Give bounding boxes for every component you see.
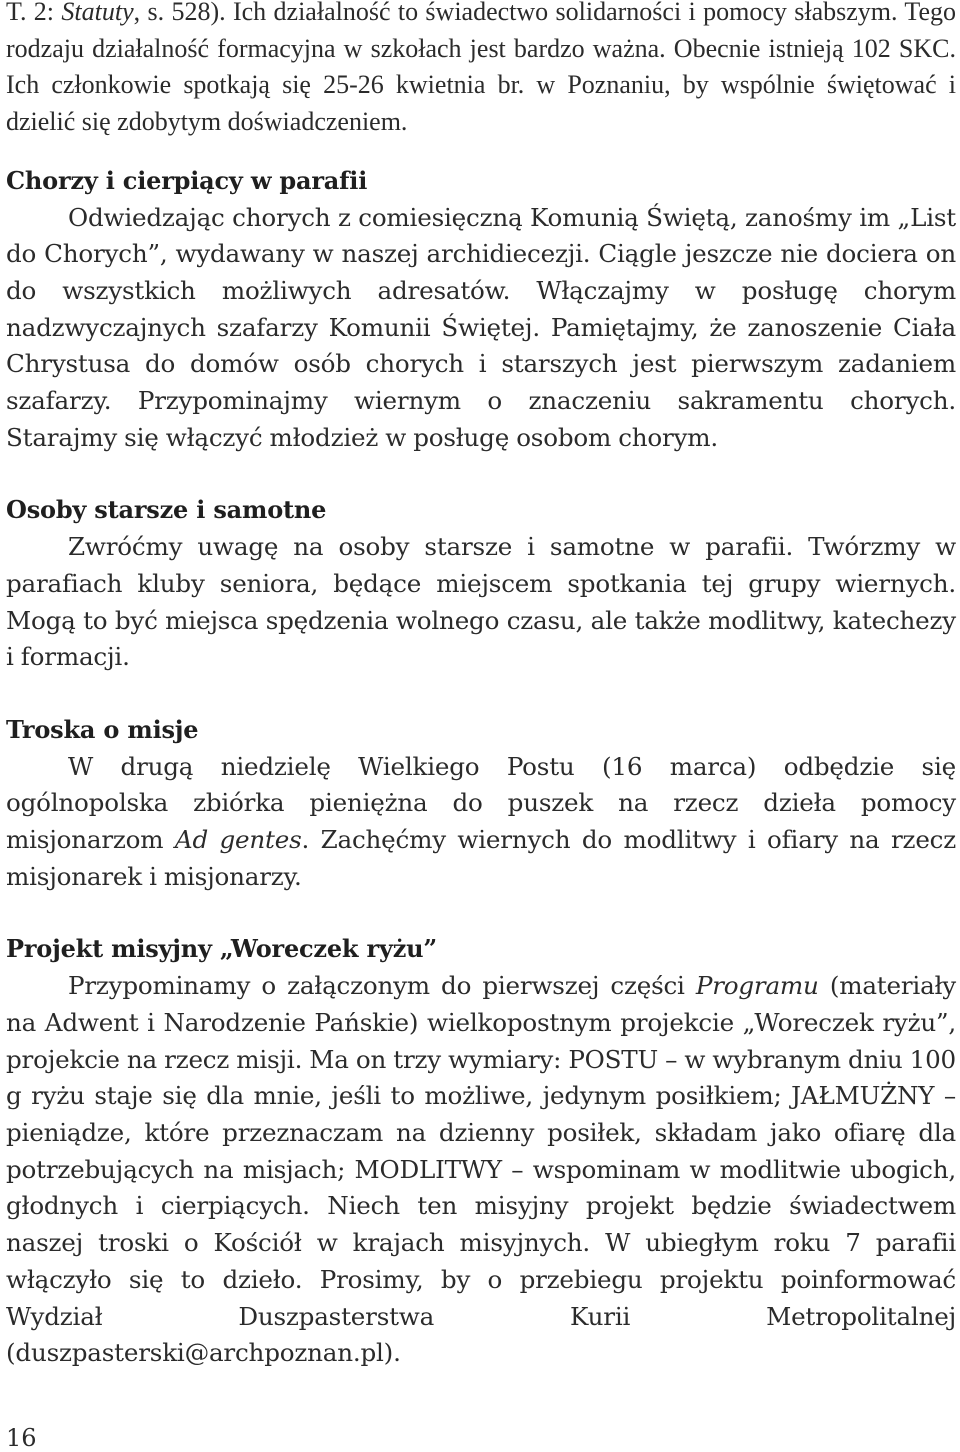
- section-heading-missions: Troska o misje: [6, 714, 199, 744]
- section-body-elderly: [6, 529, 956, 676]
- intro-italic-statuty: Statuty: [61, 0, 134, 26]
- section-text-project-1: Przypominamy o załączonym do pierwszej części: [68, 971, 696, 1001]
- section-text-missions-2: . Zachęćmy wiernych do modlitwy i ofiary na rzecz misjonarek i misjonarzy.: [6, 825, 957, 891]
- section-body-missions: [6, 749, 956, 896]
- section-sick: [6, 163, 956, 457]
- section-project: [6, 931, 956, 1371]
- intro-text-1: T. 2:: [6, 0, 62, 26]
- section-heading-elderly: Osoby starsze i samotne: [6, 495, 327, 525]
- page-number: 16: [6, 1424, 37, 1452]
- section-italic-ad-gentes: Ad gentes: [174, 825, 302, 855]
- section-text-sick: Odwiedzając chorych z comiesięczną Komunią Świętą, zanośmy im „List do Chorych”, wydawany w naszej archidiecezji. Ciągle jeszcze nie dociera on do wszystkich możliwych adresatów. Włączajmy w posługę chorym nadzwyczajnych szafarzy Komunii Świętej. Pamiętajmy, że zanoszenie Ciała Chrystusa do domów osób chorych i starszych jest pierwszym zadaniem szafarzy. Przypominajmy wiernym o znaczeniu sakramentu chorych. Starajmy się włączyć młodzież w posługę osobom chorym.: [6, 202, 956, 452]
- section-body-project: [6, 968, 956, 1372]
- section-elderly: [6, 492, 956, 676]
- section-body-sick: [6, 200, 956, 457]
- section-heading-sick: Chorzy i cierpiący w parafii: [6, 165, 368, 195]
- section-italic-programu: Programu: [695, 971, 819, 1001]
- section-text-missions-1: W drugą niedzielę Wielkiego Postu (16 marca) odbędzie się ogólnopolska zbiórka pieniężna do puszek na rzecz dzieła pomocy misjonarzom: [6, 751, 956, 855]
- section-text-project-2: (materiały na Adwent i Narodzenie Pańskie) wielkopostnym projekcie „Woreczek ryżu”, projekcie na rzecz misji. Ma on trzy wymiary: POSTU – w wybranym dniu 100 g ryżu staje się dla mnie, jeśli to możliwe, jedynym posiłkiem; JAŁMUŻNY – pieniądze, które przeznaczam na dzienny posiłek, składam jako ofiarę dla potrzebujących na misjach; MODLITWY – wspominam w modlitwie ubogich, głodnych i cierpiących. Niech ten misyjny projekt będzie świadectwem naszej troski o Kościół w krajach misyjnych. W ubiegłym roku 7 parafii włączyło się to dzieło. Prosimy, by o przebiegu projektu poinformować Wydział Duszpasterstwa Kurii Metropolitalnej (duszpasterski@archpoznan.pl).: [6, 971, 956, 1368]
- intro-paragraph: [6, 0, 956, 141]
- section-text-elderly: Zwróćmy uwagę na osoby starsze i samotne w parafii. Twórzmy w parafiach kluby seniora, będące miejscem spotkania tej grupy wiernych. Mogą to być miejsca spędzenia wolnego czasu, ale także modlitwy, katechezy i formacji.: [6, 532, 956, 672]
- intro-text-2: , s. 528). Ich działalność to świadectwo solidarności i pomocy słabszym. Tego rodzaju działalność formacyjna w szkołach jest bardzo ważna. Obecnie istnieją 102 SKC. Ich członkowie spotkają się 25-26 kwietnia br. w Poznaniu, by wspólnie świętować i dzielić się zdobytym doświadczeniem.: [6, 0, 956, 137]
- section-heading-project: Projekt misyjny „Woreczek ryżu”: [6, 934, 437, 964]
- document-page: [6, 0, 956, 1372]
- section-missions: [6, 712, 956, 896]
